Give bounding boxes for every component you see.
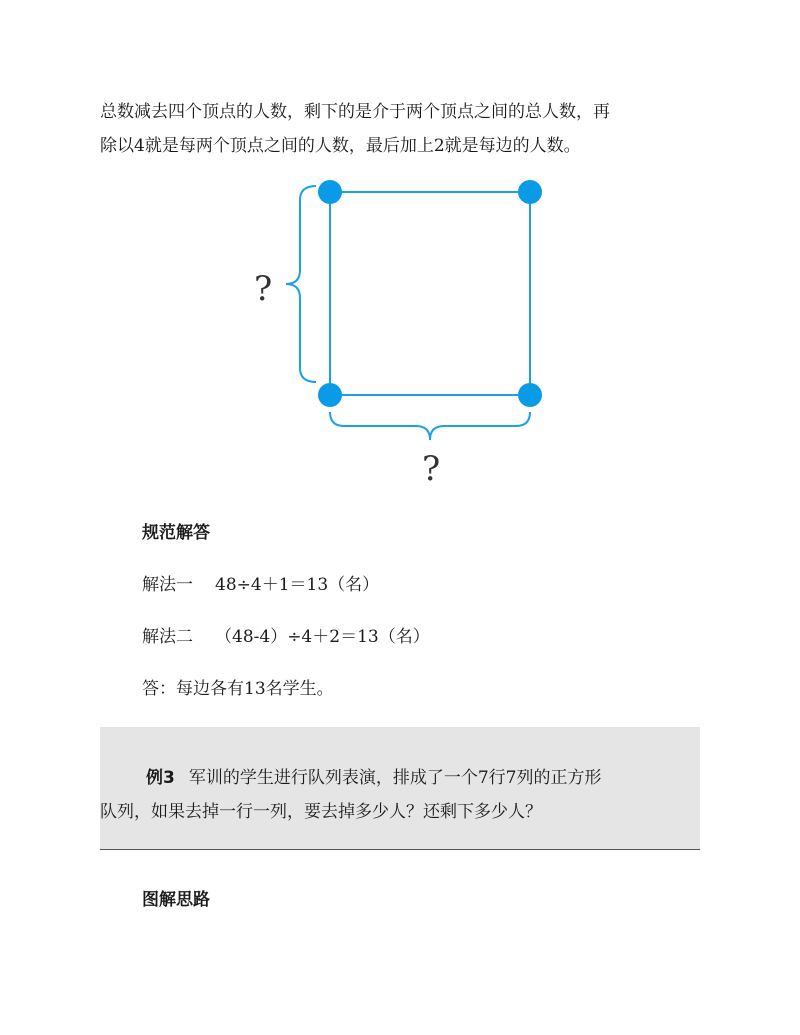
vertex-dot-bottom-left [318,383,342,407]
example-box [100,727,700,850]
method-1 [142,570,379,595]
method-2-label: 解法二 [142,627,193,647]
square-diagram [0,0,800,500]
intro-line-2: 除以4就是每两个顶点之间的人数，最后加上2就是每边的人数。 [100,136,581,156]
vertex-dot-top-right [518,180,542,204]
left-brace [286,186,316,382]
method-2-expression: （48-4）÷4＋2＝13（名） [215,627,430,647]
answer-line: 答：每边各有13名学生。 [142,679,334,699]
example-line-1 [146,763,601,788]
bottom-question-label: ? [422,449,441,489]
intro-line-1: 总数减去四个顶点的人数，剩下的是介于两个顶点之间的总人数，再 [100,102,610,122]
square-outline [330,192,530,395]
bottom-brace [330,412,530,440]
left-question-label: ? [254,269,273,309]
vertex-dot-bottom-right [518,383,542,407]
method-2 [142,622,430,647]
method-1-label: 解法一 [142,575,193,595]
example-line-2: 队列，如果去掉一行一列，要去掉多少人？还剩下多少人？ [100,802,542,822]
method-1-expression: 48÷4＋1＝13（名） [215,575,380,595]
vertex-dot-top-left [318,180,342,204]
solution-heading: 规范解答 [142,523,210,543]
example-text-1: 军训的学生进行队列表演，排成了一个7行7列的正方形 [188,768,602,788]
diagram-approach-heading: 图解思路 [142,890,210,910]
example-label: 例3 [146,768,175,788]
